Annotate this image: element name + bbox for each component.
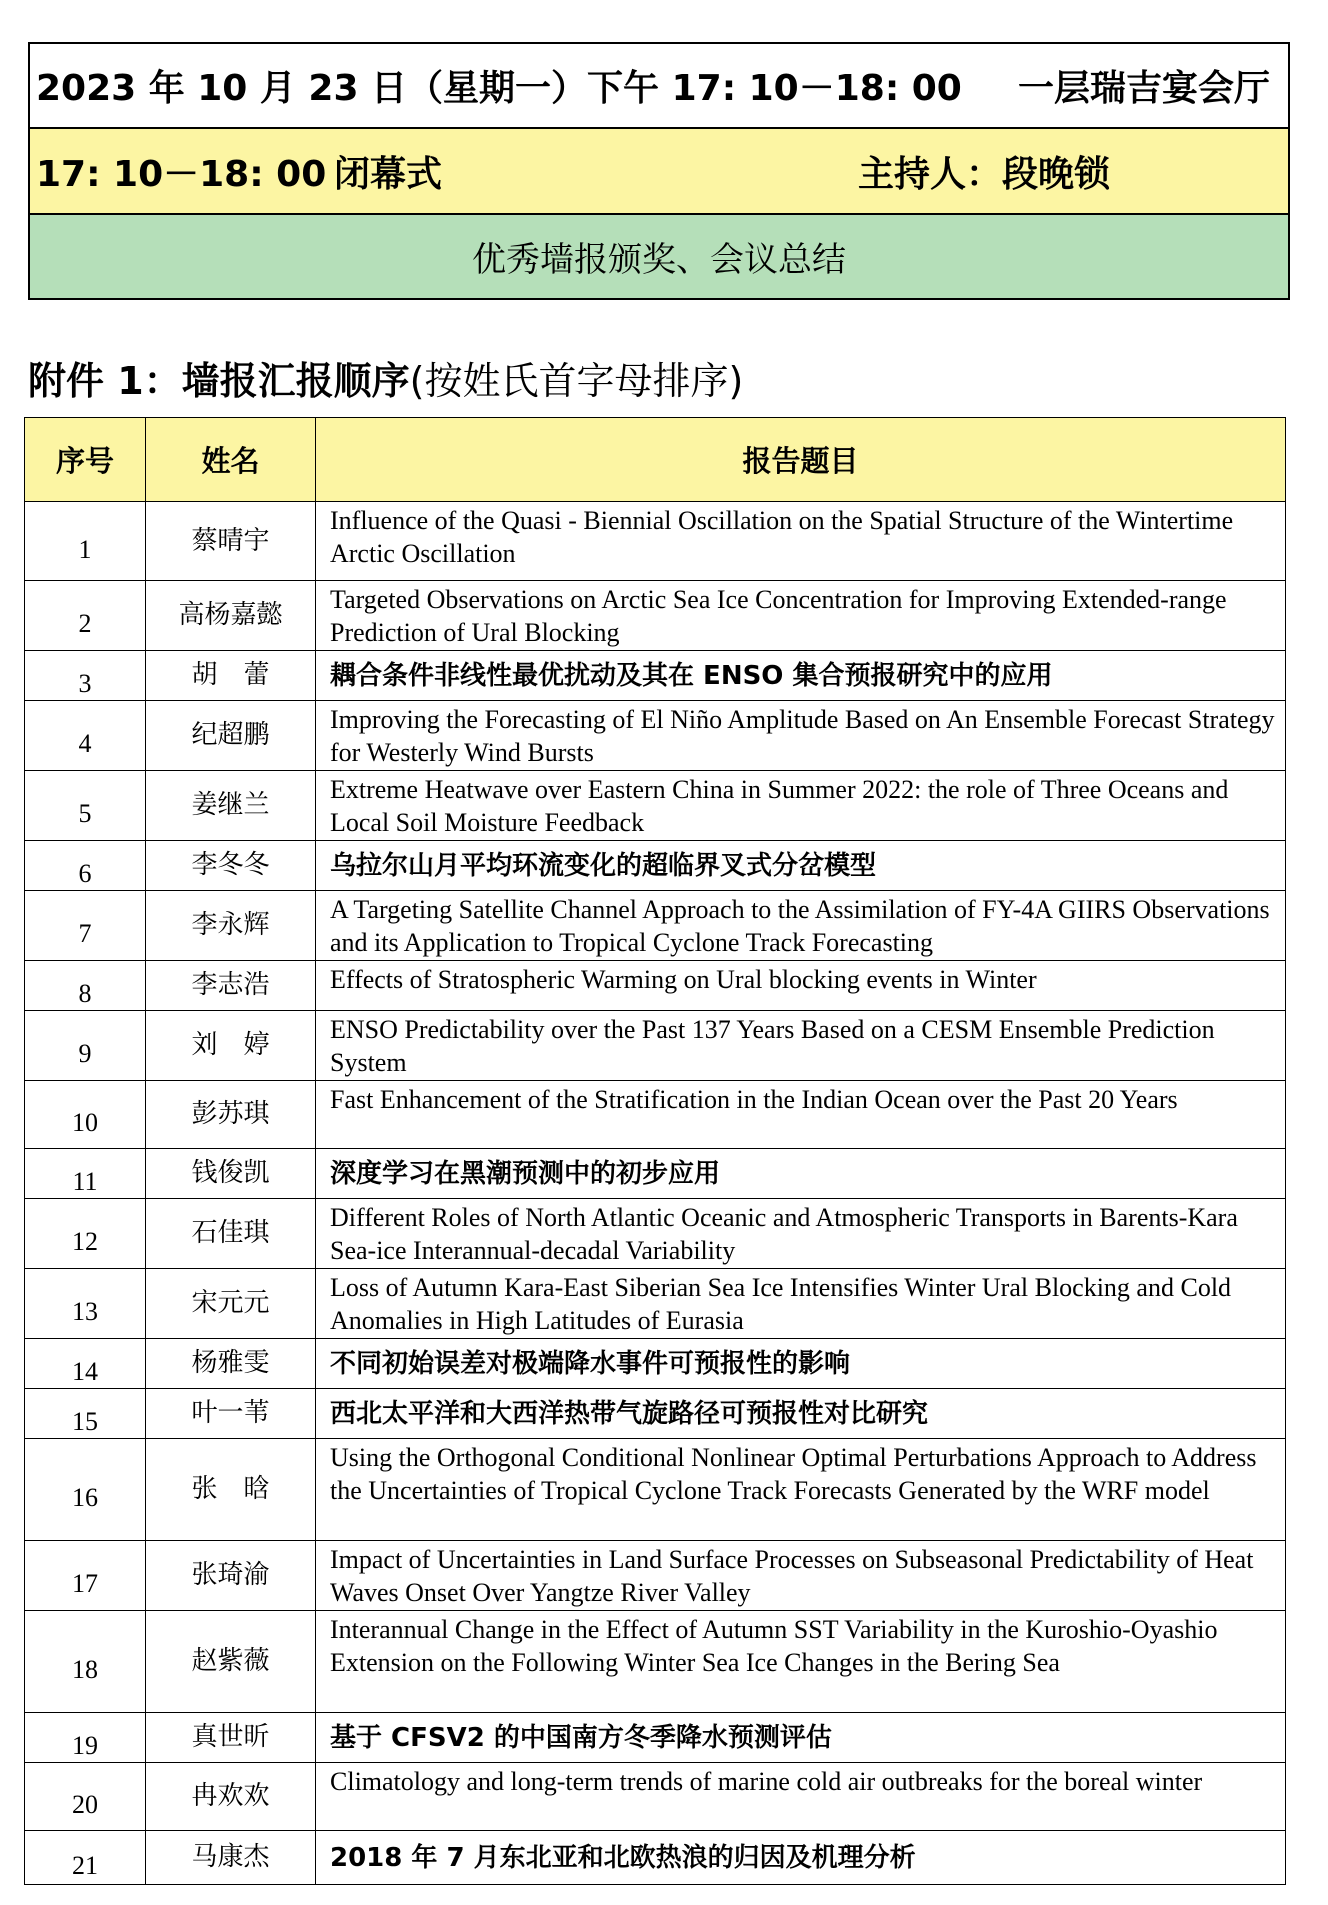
row-report-title: Fast Enhancement of the Stratification in the Indian Ocean over the Past 20 Years: [316, 1081, 1286, 1149]
table-body: [25, 502, 1286, 1885]
header-title: 报告题目: [316, 418, 1286, 502]
row-presenter-name: 胡 蕾: [146, 651, 316, 701]
session-content-row: [30, 215, 1288, 298]
row-report-title: Climatology and long-term trends of marine cold air outbreaks for the boreal winter: [316, 1763, 1286, 1831]
table-row: [25, 1339, 1286, 1389]
row-presenter-name: 蔡晴宇: [146, 502, 316, 581]
row-presenter-name: 叶一苇: [146, 1389, 316, 1439]
row-presenter-name: 李永辉: [146, 891, 316, 961]
table-row: [25, 961, 1286, 1011]
row-number: 4: [25, 701, 146, 771]
table-row: [25, 1199, 1286, 1269]
row-presenter-name: 冉欢欢: [146, 1763, 316, 1831]
row-report-title: Impact of Uncertainties in Land Surface Processes on Subseasonal Predictability of Heat Waves Onset Over Yangtze River Valley: [316, 1541, 1286, 1611]
row-presenter-name: 姜继兰: [146, 771, 316, 841]
session-info-row: [30, 129, 1288, 215]
appendix-title: [28, 350, 743, 405]
table-row: [25, 771, 1286, 841]
row-report-title: 不同初始误差对极端降水事件可预报性的影响: [316, 1339, 1286, 1389]
row-report-title: Extreme Heatwave over Eastern China in Summer 2022: the role of Three Oceans and Local Soil Moisture Feedback: [316, 771, 1286, 841]
appendix-title-note: (按姓氏首字母排序): [409, 359, 744, 403]
table-row: [25, 502, 1286, 581]
row-presenter-name: 真世昕: [146, 1713, 316, 1763]
row-report-title: Influence of the Quasi - Biennial Oscillation on the Spatial Structure of the Wintertime Arctic Oscillation: [316, 502, 1286, 581]
row-number: 12: [25, 1199, 146, 1269]
table-row: [25, 1713, 1286, 1763]
table-row: [25, 701, 1286, 771]
row-report-title: Loss of Autumn Kara-East Siberian Sea Ice Intensifies Winter Ural Blocking and Cold Anomalies in High Latitudes of Eurasia: [316, 1269, 1286, 1339]
row-number: 16: [25, 1439, 146, 1541]
table-row: [25, 1541, 1286, 1611]
table-row: [25, 891, 1286, 961]
table-row: [25, 651, 1286, 701]
row-presenter-name: 石佳琪: [146, 1199, 316, 1269]
row-number: 11: [25, 1149, 146, 1199]
row-presenter-name: 马康杰: [146, 1831, 316, 1885]
row-presenter-name: 纪超鹏: [146, 701, 316, 771]
header-name: 姓名: [146, 418, 316, 502]
table-row: [25, 581, 1286, 651]
row-number: 14: [25, 1339, 146, 1389]
row-report-title: 耦合条件非线性最优扰动及其在 ENSO 集合预报研究中的应用: [316, 651, 1286, 701]
session-time: 17: 10－18: 00: [36, 153, 327, 195]
row-report-title: Using the Orthogonal Conditional Nonlinear Optimal Perturbations Approach to Address the Uncertainties of Tropical Cyclone Track Forecasts Generated by the WRF model: [316, 1439, 1286, 1541]
row-presenter-name: 张琦渝: [146, 1541, 316, 1611]
session-host: 主持人：段晚锁: [858, 153, 1111, 195]
poster-order-table: [24, 417, 1286, 1885]
row-number: 1: [25, 502, 146, 581]
row-report-title: ENSO Predictability over the Past 137 Years Based on a CESM Ensemble Prediction System: [316, 1011, 1286, 1081]
row-number: 10: [25, 1081, 146, 1149]
row-number: 17: [25, 1541, 146, 1611]
row-presenter-name: 宋元元: [146, 1269, 316, 1339]
row-number: 2: [25, 581, 146, 651]
table-row: [25, 1439, 1286, 1541]
table-row: [25, 841, 1286, 891]
row-report-title: 2018 年 7 月东北亚和北欧热浪的归因及机理分析: [316, 1831, 1286, 1885]
row-presenter-name: 李志浩: [146, 961, 316, 1011]
row-report-title: 乌拉尔山月平均环流变化的超临界叉式分岔模型: [316, 841, 1286, 891]
row-number: 19: [25, 1713, 146, 1763]
row-number: 15: [25, 1389, 146, 1439]
table-row: [25, 1831, 1286, 1885]
table-row: [25, 1011, 1286, 1081]
session-datetime: 2023 年 10 月 23 日（星期一）下午 17: 10－18: 00: [36, 68, 962, 109]
row-presenter-name: 刘 婷: [146, 1011, 316, 1081]
table-row: [25, 1611, 1286, 1713]
table-row: [25, 1763, 1286, 1831]
table-row: [25, 1081, 1286, 1149]
row-report-title: Different Roles of North Atlantic Oceanic and Atmospheric Transports in Barents-Kara Sea-ice Interannual-decadal Variability: [316, 1199, 1286, 1269]
row-presenter-name: 高杨嘉懿: [146, 581, 316, 651]
row-number: 5: [25, 771, 146, 841]
row-number: 18: [25, 1611, 146, 1713]
row-report-title: Effects of Stratospheric Warming on Ural blocking events in Winter: [316, 961, 1286, 1011]
row-presenter-name: 赵紫薇: [146, 1611, 316, 1713]
row-number: 20: [25, 1763, 146, 1831]
closing-session-box: [28, 42, 1290, 300]
row-report-title: 基于 CFSV2 的中国南方冬季降水预测评估: [316, 1713, 1286, 1763]
row-presenter-name: 钱俊凯: [146, 1149, 316, 1199]
header-number: 序号: [25, 418, 146, 502]
row-report-title: Interannual Change in the Effect of Autumn SST Variability in the Kuroshio-Oyashio Extension on the Following Winter Sea Ice Changes in the Bering Sea: [316, 1611, 1286, 1713]
row-number: 7: [25, 891, 146, 961]
table-header-row: [25, 418, 1286, 502]
session-venue: 一层瑞吉宴会厅: [1017, 68, 1270, 109]
row-report-title: A Targeting Satellite Channel Approach to the Assimilation of FY-4A GIIRS Observations and its Application to Tropical Cyclone Track Forecasting: [316, 891, 1286, 961]
table-row: [25, 1269, 1286, 1339]
table-row: [25, 1149, 1286, 1199]
row-number: 6: [25, 841, 146, 891]
table-row: [25, 1389, 1286, 1439]
session-header-row: [30, 44, 1288, 129]
row-report-title: Targeted Observations on Arctic Sea Ice Concentration for Improving Extended-range Prediction of Ural Blocking: [316, 581, 1286, 651]
row-presenter-name: 杨雅雯: [146, 1339, 316, 1389]
session-name: 闭幕式: [334, 153, 443, 195]
row-presenter-name: 李冬冬: [146, 841, 316, 891]
row-presenter-name: 彭苏琪: [146, 1081, 316, 1149]
row-number: 8: [25, 961, 146, 1011]
row-report-title: 西北太平洋和大西洋热带气旋路径可预报性对比研究: [316, 1389, 1286, 1439]
row-number: 21: [25, 1831, 146, 1885]
row-presenter-name: 张 晗: [146, 1439, 316, 1541]
row-number: 9: [25, 1011, 146, 1081]
row-report-title: Improving the Forecasting of El Niño Amplitude Based on An Ensemble Forecast Strategy for Westerly Wind Bursts: [316, 701, 1286, 771]
session-content: 优秀墙报颁奖、会议总结: [472, 240, 846, 280]
row-number: 13: [25, 1269, 146, 1339]
appendix-title-bold: 附件 1：墙报汇报顺序: [28, 359, 410, 403]
row-number: 3: [25, 651, 146, 701]
row-report-title: 深度学习在黑潮预测中的初步应用: [316, 1149, 1286, 1199]
